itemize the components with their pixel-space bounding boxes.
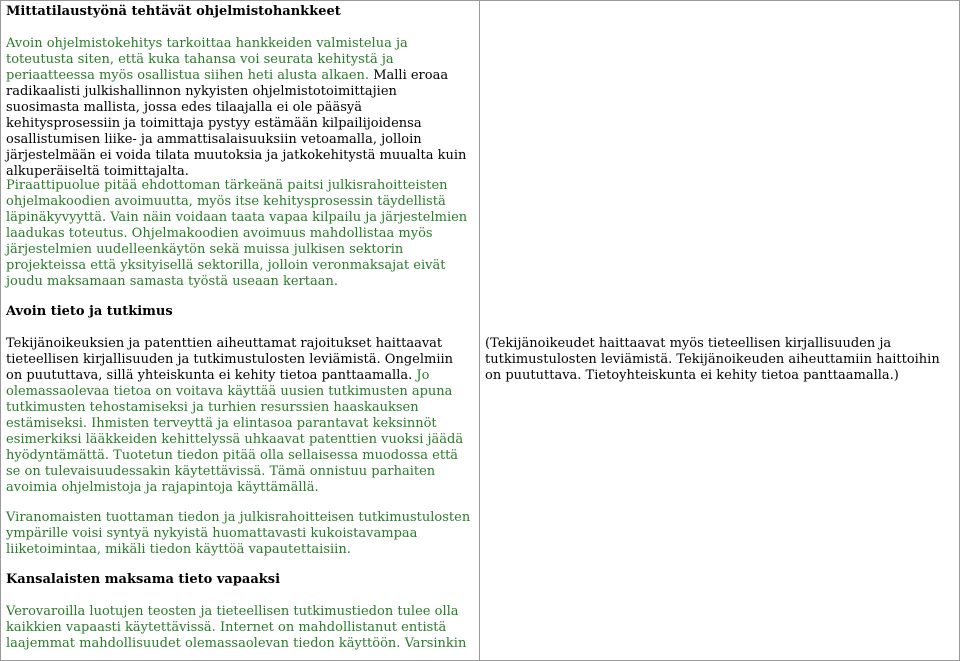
paragraph-copyright-green: Jo olemassaolevaa tietoa on voitava käyttää uusien tutkimusten apuna tutkimusten tehostamiseksi ja turhien resurssien haaskauksen estämiseksi. Ihmisten terveyttä ja elintasoa parantavat keksinnöt esimerkiksi lääkkeiden kehittelyssä uhkaavat patenttien vuoksi jäädä hyödyntämättä. Tuotetun tiedon pitää olla sellaisessa muodossa että se on tulevaisuudessakin käytettävissä. Tämä onnistuu parhaiten avoimia ohjelmistoja ja rajapintoja käyttämällä. <box>6 368 464 495</box>
paragraph-authority-data: Viranomaisten tuottaman tiedon ja julkisrahoitteisen tutkimustulosten ympärille voisi syntyä nykyistä huomattavasti kukoistavampaa liiketoimintaa, mikäli tiedon käyttöä vapautettaisiin. <box>6 510 471 557</box>
paragraph-open-development-black: Malli eroaa radikaalisti julkishallinnon nykyisten ohjelmistotoimittajien suosimasta mallista, jossa edes tilaajalla ei ole pääsyä kehitysprosessiin ja toimittaja pystyy estämään kilpailijoidensa osallistumisen liike- ja ammattisalaisuuksiin vetoamalla, jolloin järjestelmään ei voida tilata muutoksia ja jatkokehitystä muualta kuin alkuperäiseltä toimittajalta. <box>6 68 467 179</box>
paragraph-copyright-restrictions <box>6 336 472 496</box>
paragraph-tax-funded-works: Verovaroilla luotujen teosten ja tieteellisen tutkimustiedon tulee olla kaikkien vapaasti käytettävissä. Internet on mahdollistanut entistä laajemmat mahdollisuudet olemassaolevan tiedon käyttöön. Varsinkin <box>6 604 467 651</box>
right-note-copyright: (Tekijänoikeudet haittaavat myös tieteellisen kirjallisuuden ja tutkimustulosten leviämistä. Tekijänoikeuden aiheuttamiin haittoihin on puututtava. Tietoyhteiskunta ei kehity tietoa panttaamalla.) <box>485 336 940 383</box>
paragraph-open-development-green: Avoin ohjelmistokehitys tarkoittaa hankkeiden valmistelua ja toteutusta siten, että kuka tahansa voi seurata kehitystä ja periaatteessa myös osallistua siihen heti alusta alkaen. <box>6 36 408 83</box>
paragraph-copyright-black: Tekijänoikeuksien ja patenttien aiheuttamat rajoitukset haittaavat tieteellisen kirjallisuuden ja tutkimustulosten leviämistä. Ongelmiin on puututtava, sillä yhteiskunta ei kehity tietoa panttaamalla. <box>6 336 454 383</box>
right-column <box>480 0 959 660</box>
section-heading-software-projects: Mittatilaustyönä tehtävät ohjelmistohankkeet <box>6 4 341 19</box>
section-heading-open-data: Avoin tieto ja tutkimus <box>6 304 173 319</box>
paragraph-pirate-party-position: Piraattipuolue pitää ehdottoman tärkeänä paitsi julkisrahoitteisten ohjelmakoodien avoimuutta, myös itse kehitysprosessin täydellistä läpinäkyvyyttä. Vain näin voidaan taata vapaa kilpailu ja järjestelmien laadukas toteutus. Ohjelmakoodien avoimuus mahdollistaa myös järjestelmien uudelleenkäytön sekä muissa julkisen sektorin projekteissa että yksityisellä sektorilla, jolloin veronmaksajat eivät joudu maksamaan samasta työstä useaan kertaan. <box>6 178 468 289</box>
section-heading-citizen-data: Kansalaisten maksama tieto vapaaksi <box>6 572 281 587</box>
paragraph-open-development <box>6 36 472 180</box>
left-column <box>1 0 480 660</box>
